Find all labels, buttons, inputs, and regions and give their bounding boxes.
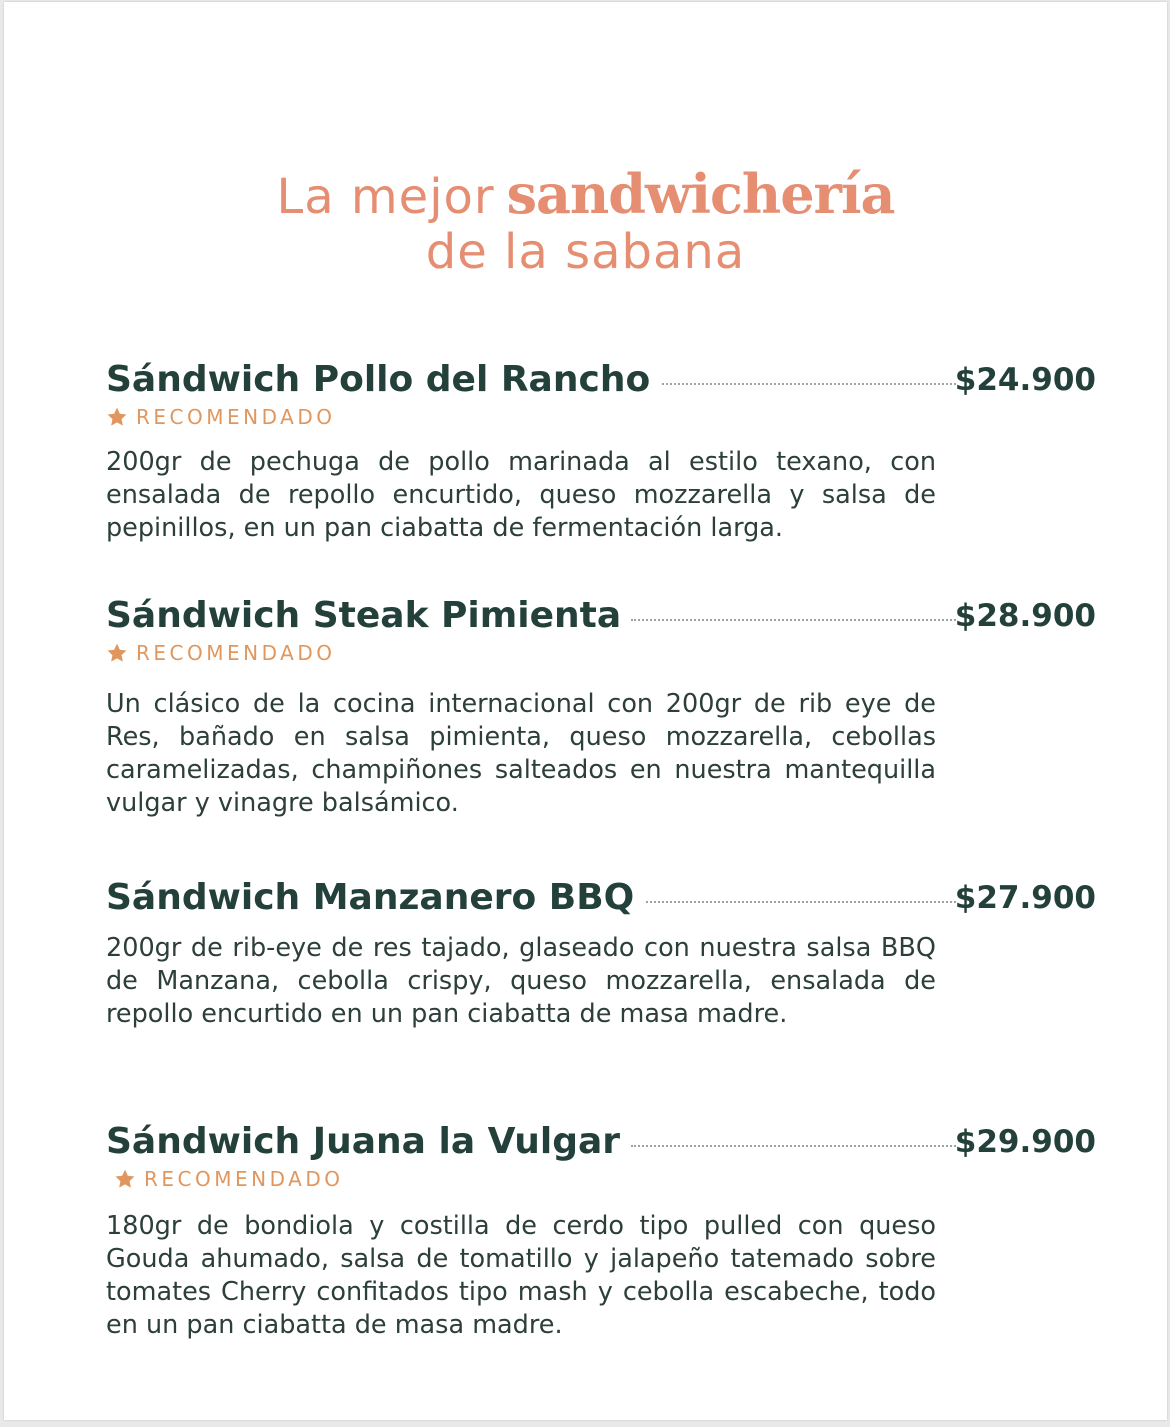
menu-item-name: Sándwich Manzanero BBQ [106,874,644,922]
heading-bold-text: sandwichería [506,162,895,226]
menu-item-header [106,874,1096,922]
heading-line-2: de la sabana [425,224,746,280]
menu-item [106,356,1096,545]
menu-item-description: Un clásico de la cocina internacional con 200gr de rib eye de Res, bañado en salsa pimienta, queso mozzarella, cebollas caramelizadas, champiñones salteados en nuestra mantequilla vulgar y vinagre balsámico. [106,689,936,818]
menu-item-description: 200gr de pechuga de pollo marinada al estilo texano, con ensalada de repollo encurtido, queso mozzarella y salsa de pepinillos, en un pan ciabatta de fermentación larga. [106,447,936,543]
leader-dots [651,383,956,385]
menu-item-description: 180gr de bondiola y costilla de cerdo tipo pulled con queso Gouda ahumado, salsa de tomatillo y jalapeño tatemado sobre tomates Cherry confitados tipo mash y cebolla escabeche, todo en un pan ciabatta de masa madre. [106,1211,936,1340]
menu-item-header [106,1118,1096,1166]
menu-item-description: 200gr de rib-eye de res tajado, glaseado con nuestra salsa BBQ de Manzana, cebolla crispy, queso mozzarella, ensalada de repollo encurtido en un pan ciabatta de masa madre. [106,933,936,1029]
menu-item [106,1118,1096,1342]
recommended-badge [106,404,1096,430]
menu-item-price: $27.900 [954,880,1096,916]
heading-light-text: La mejor [276,169,495,225]
recommended-label: RECOMENDADO [136,641,336,665]
leader-dots [631,619,956,621]
star-icon [106,642,128,664]
menu-item-name: Sándwich Pollo del Rancho [106,356,660,404]
leader-dots [646,901,956,903]
recommended-label: RECOMENDADO [144,1167,344,1191]
menu-item-price: $24.900 [954,362,1096,398]
leader-dots [631,1145,956,1147]
menu-item [106,592,1096,820]
menu-item-header [106,592,1096,640]
menu-item-header [106,356,1096,404]
star-icon [114,1168,136,1190]
menu-item-price: $28.900 [954,598,1096,634]
recommended-badge [114,1166,1096,1192]
menu-item-name: Sándwich Juana la Vulgar [106,1118,630,1166]
menu-item [106,874,1096,1031]
menu-item-price: $29.900 [954,1124,1096,1160]
star-icon [106,406,128,428]
menu-item-name: Sándwich Steak Pimienta [106,592,631,640]
heading-line-1 [4,164,1167,224]
recommended-label: RECOMENDADO [136,405,336,429]
menu-page [4,2,1167,1420]
menu-heading [4,164,1167,280]
recommended-badge [106,640,1096,666]
